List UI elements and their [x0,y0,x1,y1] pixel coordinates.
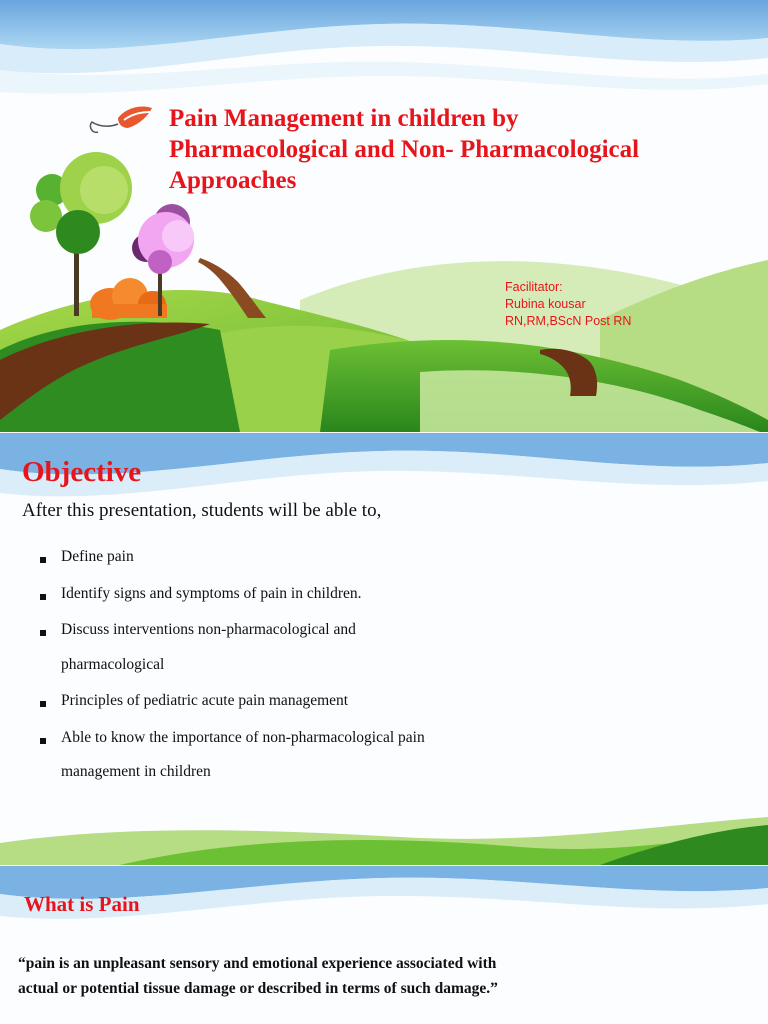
list-item-text: Identify signs and symptoms of pain in children. [61,584,362,602]
list-item-text: Discuss interventions non-pharmacological and [61,621,356,638]
list-item-text: Principles of pediatric acute pain management [61,692,349,709]
bush-icon [90,278,167,320]
list-item [40,584,600,612]
definition-slide [0,866,768,1024]
title-line: Pharmacological and Non- Pharmacological [169,136,640,163]
list-item [40,728,600,790]
objective-list [40,548,600,803]
slide-title: Objective [22,456,142,488]
objective-slide [0,433,768,865]
list-item [40,621,600,682]
title-slide [0,0,768,432]
presentation-title [169,103,759,196]
bird-icon [90,106,152,132]
quote-line: actual or potential tissue damage or described in terms of such damage.” [18,980,498,997]
list-item-text: Define pain [61,548,134,565]
bullet-square-icon [40,557,46,563]
bullet-square-icon [40,630,46,636]
landscape-illustration [0,0,768,432]
list-item [40,548,600,575]
facilitator-label: Facilitator: [505,280,563,294]
list-item-text: pharmacological [61,655,165,673]
facilitator-name: Rubina kousar [505,297,586,311]
bullet-square-icon [40,701,46,707]
title-line: Approaches [169,167,297,194]
list-item-text: management in children [61,763,211,780]
pain-definition-quote [18,951,638,1001]
title-line: Pain Management in children by [169,105,519,132]
bullet-square-icon [40,594,46,600]
slide-title: What is Pain [24,892,140,916]
intro-text: After this presentation, students will be able to, [22,500,382,521]
quote-line: “pain is an unpleasant sensory and emotional experience associated with [18,955,497,972]
bullet-square-icon [40,738,46,744]
list-item [40,692,600,719]
facilitator-info [505,279,631,330]
facilitator-credentials: RN,RM,BScN Post RN [505,314,632,328]
list-item-text: Able to know the importance of non-pharmacological pain [61,728,425,746]
